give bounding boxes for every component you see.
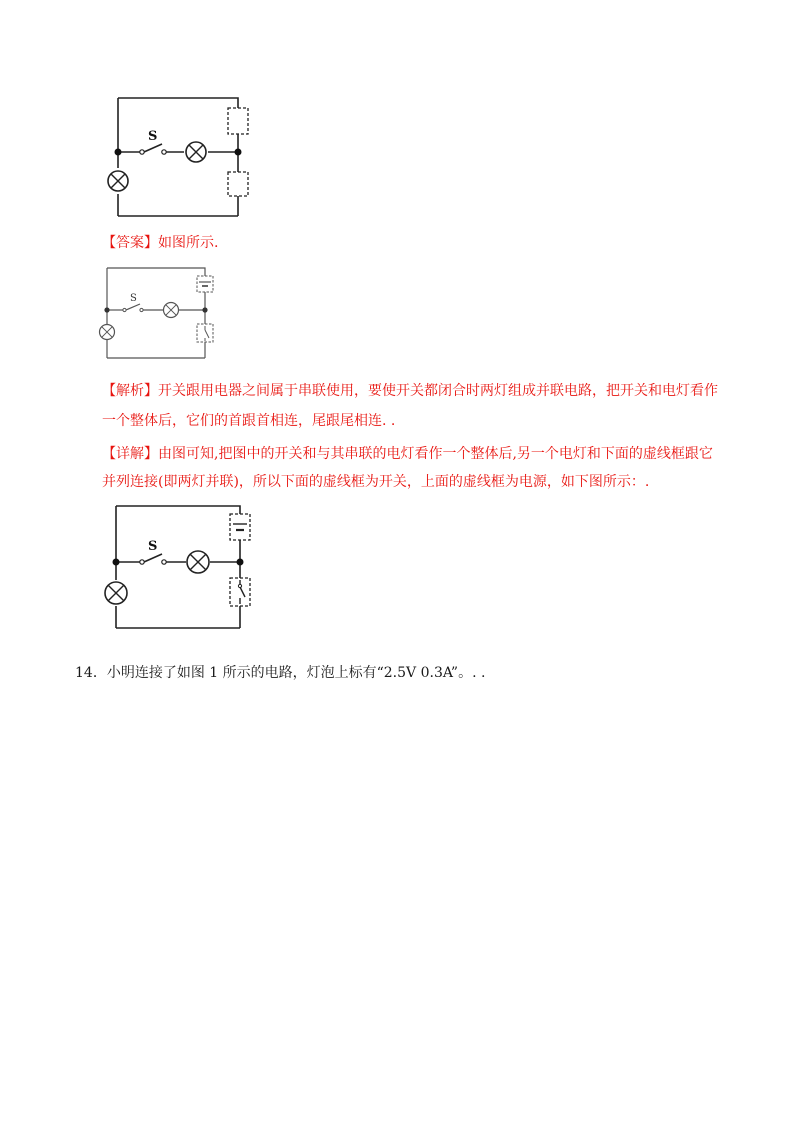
battery-icon xyxy=(197,276,213,292)
lamp-icon xyxy=(164,303,179,318)
question-14 xyxy=(75,663,485,683)
answer-text: 如图所示. xyxy=(158,235,219,251)
analysis-line-1 xyxy=(102,381,718,401)
battery-icon xyxy=(230,514,250,540)
detail-tag: 【详解】 xyxy=(102,446,158,462)
lamp-icon xyxy=(186,142,206,162)
detail-circuit-figure xyxy=(100,500,270,640)
switch-label: S xyxy=(148,129,158,144)
lamp-icon xyxy=(105,582,127,604)
switch-icon xyxy=(197,324,213,342)
analysis-line-2 xyxy=(102,411,395,431)
lamp-icon xyxy=(100,325,115,340)
analysis-text-1: 开关跟用电器之间属于串联使用，要使开关都闭合时两灯组成并联电路，把开关和电灯看作 xyxy=(158,383,718,399)
answer-tag: 【答案】 xyxy=(102,235,158,251)
detail-text-2: 并列连接(即两灯并联)，所以下面的虚线框为开关，上面的虚线框为电源，如下图所示：. xyxy=(102,474,650,490)
answer-circuit-figure xyxy=(93,262,223,367)
detail-text-1: 由图可知,把图中的开关和与其串联的电灯看作一个整体后,另一个电灯和下面的虚线框跟它 xyxy=(158,446,713,462)
detail-line-1 xyxy=(102,444,713,464)
switch-icon xyxy=(230,578,250,606)
switch-label: S xyxy=(148,539,158,554)
detail-line-2 xyxy=(102,472,649,492)
question-circuit-figure xyxy=(100,90,270,230)
switch-label: S xyxy=(130,293,137,304)
lamp-icon xyxy=(187,551,209,573)
analysis-text-2: 一个整体后，它们的首跟首相连，尾跟尾相连. . xyxy=(102,413,396,429)
analysis-tag: 【解析】 xyxy=(102,383,158,399)
lamp-icon xyxy=(108,171,128,191)
question-14-text: 14．小明连接了如图 1 所示的电路，灯泡上标有“2.5V 0.3A”。. . xyxy=(75,665,486,681)
answer-line xyxy=(102,233,218,253)
